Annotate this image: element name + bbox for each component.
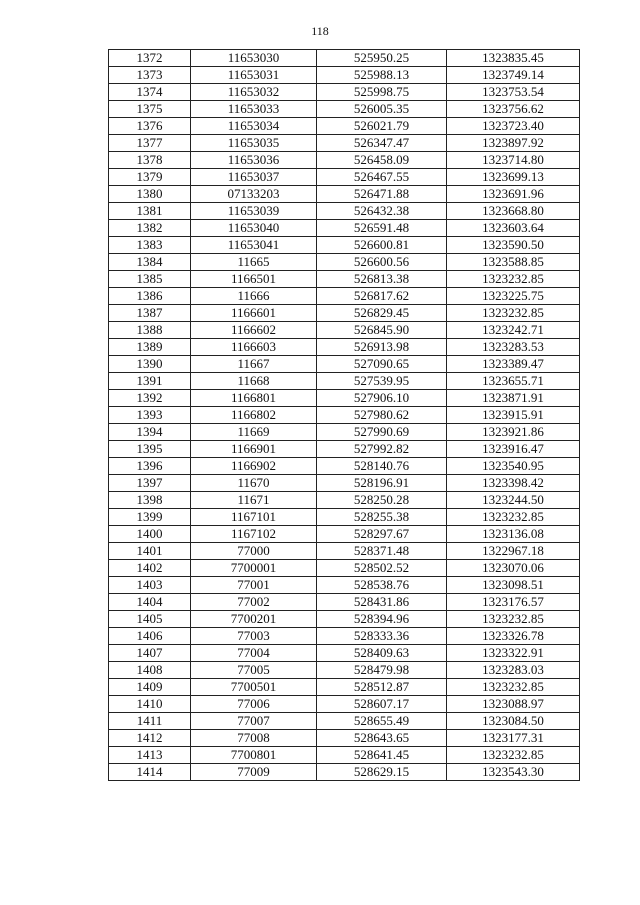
y-coordinate-cell: 1323540.95 (447, 458, 580, 475)
point-id-cell: 11669 (191, 424, 317, 441)
point-id-cell: 1166902 (191, 458, 317, 475)
x-coordinate-cell: 526813.38 (317, 271, 447, 288)
point-id-cell: 77005 (191, 662, 317, 679)
point-id-cell: 11667 (191, 356, 317, 373)
table-row (109, 713, 580, 730)
y-coordinate-cell: 1323326.78 (447, 628, 580, 645)
table-row (109, 407, 580, 424)
point-id-cell: 07133203 (191, 186, 317, 203)
x-coordinate-cell: 526600.56 (317, 254, 447, 271)
point-id-cell: 77000 (191, 543, 317, 560)
table-row (109, 509, 580, 526)
table-row (109, 254, 580, 271)
table-row (109, 645, 580, 662)
row-number-cell: 1414 (109, 764, 191, 781)
row-number-cell: 1388 (109, 322, 191, 339)
point-id-cell: 1167101 (191, 509, 317, 526)
table-row (109, 305, 580, 322)
point-id-cell: 11653030 (191, 50, 317, 67)
y-coordinate-cell: 1323714.80 (447, 152, 580, 169)
point-id-cell: 1166602 (191, 322, 317, 339)
x-coordinate-cell: 528643.65 (317, 730, 447, 747)
y-coordinate-cell: 1323322.91 (447, 645, 580, 662)
x-coordinate-cell: 527539.95 (317, 373, 447, 390)
y-coordinate-cell: 1323871.91 (447, 390, 580, 407)
y-coordinate-cell: 1323232.85 (447, 747, 580, 764)
row-number-cell: 1373 (109, 67, 191, 84)
y-coordinate-cell: 1323389.47 (447, 356, 580, 373)
y-coordinate-cell: 1322967.18 (447, 543, 580, 560)
y-coordinate-cell: 1323749.14 (447, 67, 580, 84)
table-row (109, 135, 580, 152)
point-id-cell: 7700201 (191, 611, 317, 628)
row-number-cell: 1398 (109, 492, 191, 509)
point-id-cell: 77004 (191, 645, 317, 662)
row-number-cell: 1407 (109, 645, 191, 662)
x-coordinate-cell: 528607.17 (317, 696, 447, 713)
table-row (109, 288, 580, 305)
row-number-cell: 1395 (109, 441, 191, 458)
y-coordinate-cell: 1323232.85 (447, 271, 580, 288)
x-coordinate-cell: 528255.38 (317, 509, 447, 526)
table-row (109, 424, 580, 441)
x-coordinate-cell: 526913.98 (317, 339, 447, 356)
x-coordinate-cell: 526600.81 (317, 237, 447, 254)
row-number-cell: 1411 (109, 713, 191, 730)
y-coordinate-cell: 1323753.54 (447, 84, 580, 101)
table-row (109, 84, 580, 101)
point-id-cell: 1166801 (191, 390, 317, 407)
point-id-cell: 11653035 (191, 135, 317, 152)
row-number-cell: 1391 (109, 373, 191, 390)
row-number-cell: 1410 (109, 696, 191, 713)
row-number-cell: 1406 (109, 628, 191, 645)
point-id-cell: 77001 (191, 577, 317, 594)
point-id-cell: 11653034 (191, 118, 317, 135)
row-number-cell: 1379 (109, 169, 191, 186)
x-coordinate-cell: 526458.09 (317, 152, 447, 169)
row-number-cell: 1413 (109, 747, 191, 764)
x-coordinate-cell: 528479.98 (317, 662, 447, 679)
y-coordinate-cell: 1323590.50 (447, 237, 580, 254)
y-coordinate-cell: 1323232.85 (447, 679, 580, 696)
row-number-cell: 1381 (109, 203, 191, 220)
row-number-cell: 1392 (109, 390, 191, 407)
row-number-cell: 1378 (109, 152, 191, 169)
table-row (109, 373, 580, 390)
x-coordinate-cell: 528512.87 (317, 679, 447, 696)
y-coordinate-cell: 1323283.03 (447, 662, 580, 679)
y-coordinate-cell: 1323225.75 (447, 288, 580, 305)
y-coordinate-cell: 1323756.62 (447, 101, 580, 118)
table-row (109, 747, 580, 764)
table-row (109, 203, 580, 220)
row-number-cell: 1377 (109, 135, 191, 152)
table-row (109, 118, 580, 135)
x-coordinate-cell: 528140.76 (317, 458, 447, 475)
table-row (109, 696, 580, 713)
row-number-cell: 1393 (109, 407, 191, 424)
coordinates-table-body (109, 50, 580, 781)
point-id-cell: 77003 (191, 628, 317, 645)
table-row (109, 475, 580, 492)
point-id-cell: 77009 (191, 764, 317, 781)
y-coordinate-cell: 1323232.85 (447, 611, 580, 628)
row-number-cell: 1382 (109, 220, 191, 237)
x-coordinate-cell: 525988.13 (317, 67, 447, 84)
x-coordinate-cell: 528502.52 (317, 560, 447, 577)
point-id-cell: 11653033 (191, 101, 317, 118)
table-row (109, 560, 580, 577)
table-row (109, 628, 580, 645)
y-coordinate-cell: 1323088.97 (447, 696, 580, 713)
row-number-cell: 1412 (109, 730, 191, 747)
x-coordinate-cell: 526829.45 (317, 305, 447, 322)
x-coordinate-cell: 526021.79 (317, 118, 447, 135)
coordinates-table (108, 49, 580, 781)
y-coordinate-cell: 1323691.96 (447, 186, 580, 203)
table-row (109, 594, 580, 611)
y-coordinate-cell: 1323242.71 (447, 322, 580, 339)
point-id-cell: 1166501 (191, 271, 317, 288)
table-row (109, 152, 580, 169)
row-number-cell: 1375 (109, 101, 191, 118)
x-coordinate-cell: 525998.75 (317, 84, 447, 101)
point-id-cell: 11653040 (191, 220, 317, 237)
x-coordinate-cell: 527906.10 (317, 390, 447, 407)
point-id-cell: 7700001 (191, 560, 317, 577)
y-coordinate-cell: 1323723.40 (447, 118, 580, 135)
y-coordinate-cell: 1323603.64 (447, 220, 580, 237)
row-number-cell: 1386 (109, 288, 191, 305)
table-row (109, 186, 580, 203)
table-row (109, 220, 580, 237)
table-row (109, 271, 580, 288)
y-coordinate-cell: 1323588.85 (447, 254, 580, 271)
table-row (109, 101, 580, 118)
x-coordinate-cell: 528655.49 (317, 713, 447, 730)
point-id-cell: 11665 (191, 254, 317, 271)
table-row (109, 322, 580, 339)
point-id-cell: 11653036 (191, 152, 317, 169)
y-coordinate-cell: 1323244.50 (447, 492, 580, 509)
y-coordinate-cell: 1323283.53 (447, 339, 580, 356)
x-coordinate-cell: 526845.90 (317, 322, 447, 339)
table-row (109, 543, 580, 560)
table-row (109, 764, 580, 781)
point-id-cell: 7700501 (191, 679, 317, 696)
point-id-cell: 1167102 (191, 526, 317, 543)
y-coordinate-cell: 1323176.57 (447, 594, 580, 611)
point-id-cell: 11668 (191, 373, 317, 390)
y-coordinate-cell: 1323136.08 (447, 526, 580, 543)
x-coordinate-cell: 528394.96 (317, 611, 447, 628)
x-coordinate-cell: 527990.69 (317, 424, 447, 441)
x-coordinate-cell: 527992.82 (317, 441, 447, 458)
row-number-cell: 1397 (109, 475, 191, 492)
table-row (109, 169, 580, 186)
y-coordinate-cell: 1323921.86 (447, 424, 580, 441)
point-id-cell: 77007 (191, 713, 317, 730)
y-coordinate-cell: 1323699.13 (447, 169, 580, 186)
x-coordinate-cell: 528409.63 (317, 645, 447, 662)
point-id-cell: 11653032 (191, 84, 317, 101)
point-id-cell: 11670 (191, 475, 317, 492)
table-row (109, 679, 580, 696)
x-coordinate-cell: 527980.62 (317, 407, 447, 424)
point-id-cell: 11653031 (191, 67, 317, 84)
row-number-cell: 1384 (109, 254, 191, 271)
y-coordinate-cell: 1323916.47 (447, 441, 580, 458)
table-row (109, 67, 580, 84)
point-id-cell: 11653039 (191, 203, 317, 220)
point-id-cell: 1166802 (191, 407, 317, 424)
table-row (109, 662, 580, 679)
point-id-cell: 1166603 (191, 339, 317, 356)
table-row (109, 50, 580, 67)
y-coordinate-cell: 1323232.85 (447, 305, 580, 322)
point-id-cell: 7700801 (191, 747, 317, 764)
y-coordinate-cell: 1323655.71 (447, 373, 580, 390)
x-coordinate-cell: 528641.45 (317, 747, 447, 764)
table-row (109, 356, 580, 373)
y-coordinate-cell: 1323835.45 (447, 50, 580, 67)
x-coordinate-cell: 526432.38 (317, 203, 447, 220)
x-coordinate-cell: 528297.67 (317, 526, 447, 543)
table-row (109, 390, 580, 407)
table-row (109, 339, 580, 356)
point-id-cell: 77006 (191, 696, 317, 713)
row-number-cell: 1376 (109, 118, 191, 135)
x-coordinate-cell: 528538.76 (317, 577, 447, 594)
x-coordinate-cell: 526817.62 (317, 288, 447, 305)
row-number-cell: 1405 (109, 611, 191, 628)
x-coordinate-cell: 526467.55 (317, 169, 447, 186)
point-id-cell: 77008 (191, 730, 317, 747)
row-number-cell: 1396 (109, 458, 191, 475)
row-number-cell: 1389 (109, 339, 191, 356)
row-number-cell: 1402 (109, 560, 191, 577)
row-number-cell: 1387 (109, 305, 191, 322)
table-row (109, 458, 580, 475)
y-coordinate-cell: 1323098.51 (447, 577, 580, 594)
x-coordinate-cell: 528371.48 (317, 543, 447, 560)
point-id-cell: 1166601 (191, 305, 317, 322)
row-number-cell: 1372 (109, 50, 191, 67)
x-coordinate-cell: 528196.91 (317, 475, 447, 492)
row-number-cell: 1390 (109, 356, 191, 373)
point-id-cell: 77002 (191, 594, 317, 611)
table-row (109, 492, 580, 509)
y-coordinate-cell: 1323398.42 (447, 475, 580, 492)
y-coordinate-cell: 1323897.92 (447, 135, 580, 152)
row-number-cell: 1374 (109, 84, 191, 101)
y-coordinate-cell: 1323084.50 (447, 713, 580, 730)
row-number-cell: 1403 (109, 577, 191, 594)
table-row (109, 730, 580, 747)
x-coordinate-cell: 528250.28 (317, 492, 447, 509)
row-number-cell: 1380 (109, 186, 191, 203)
x-coordinate-cell: 525950.25 (317, 50, 447, 67)
point-id-cell: 11653041 (191, 237, 317, 254)
x-coordinate-cell: 526471.88 (317, 186, 447, 203)
y-coordinate-cell: 1323232.85 (447, 509, 580, 526)
point-id-cell: 1166901 (191, 441, 317, 458)
y-coordinate-cell: 1323543.30 (447, 764, 580, 781)
x-coordinate-cell: 526591.48 (317, 220, 447, 237)
row-number-cell: 1383 (109, 237, 191, 254)
row-number-cell: 1400 (109, 526, 191, 543)
row-number-cell: 1401 (109, 543, 191, 560)
y-coordinate-cell: 1323915.91 (447, 407, 580, 424)
point-id-cell: 11671 (191, 492, 317, 509)
x-coordinate-cell: 527090.65 (317, 356, 447, 373)
row-number-cell: 1399 (109, 509, 191, 526)
row-number-cell: 1404 (109, 594, 191, 611)
row-number-cell: 1408 (109, 662, 191, 679)
table-row (109, 526, 580, 543)
table-row (109, 441, 580, 458)
y-coordinate-cell: 1323668.80 (447, 203, 580, 220)
x-coordinate-cell: 526347.47 (317, 135, 447, 152)
row-number-cell: 1409 (109, 679, 191, 696)
table-row (109, 237, 580, 254)
x-coordinate-cell: 528431.86 (317, 594, 447, 611)
point-id-cell: 11666 (191, 288, 317, 305)
point-id-cell: 11653037 (191, 169, 317, 186)
x-coordinate-cell: 526005.35 (317, 101, 447, 118)
table-row (109, 577, 580, 594)
y-coordinate-cell: 1323177.31 (447, 730, 580, 747)
page-number: 118 (311, 24, 329, 38)
row-number-cell: 1394 (109, 424, 191, 441)
table-row (109, 611, 580, 628)
x-coordinate-cell: 528333.36 (317, 628, 447, 645)
row-number-cell: 1385 (109, 271, 191, 288)
y-coordinate-cell: 1323070.06 (447, 560, 580, 577)
x-coordinate-cell: 528629.15 (317, 764, 447, 781)
